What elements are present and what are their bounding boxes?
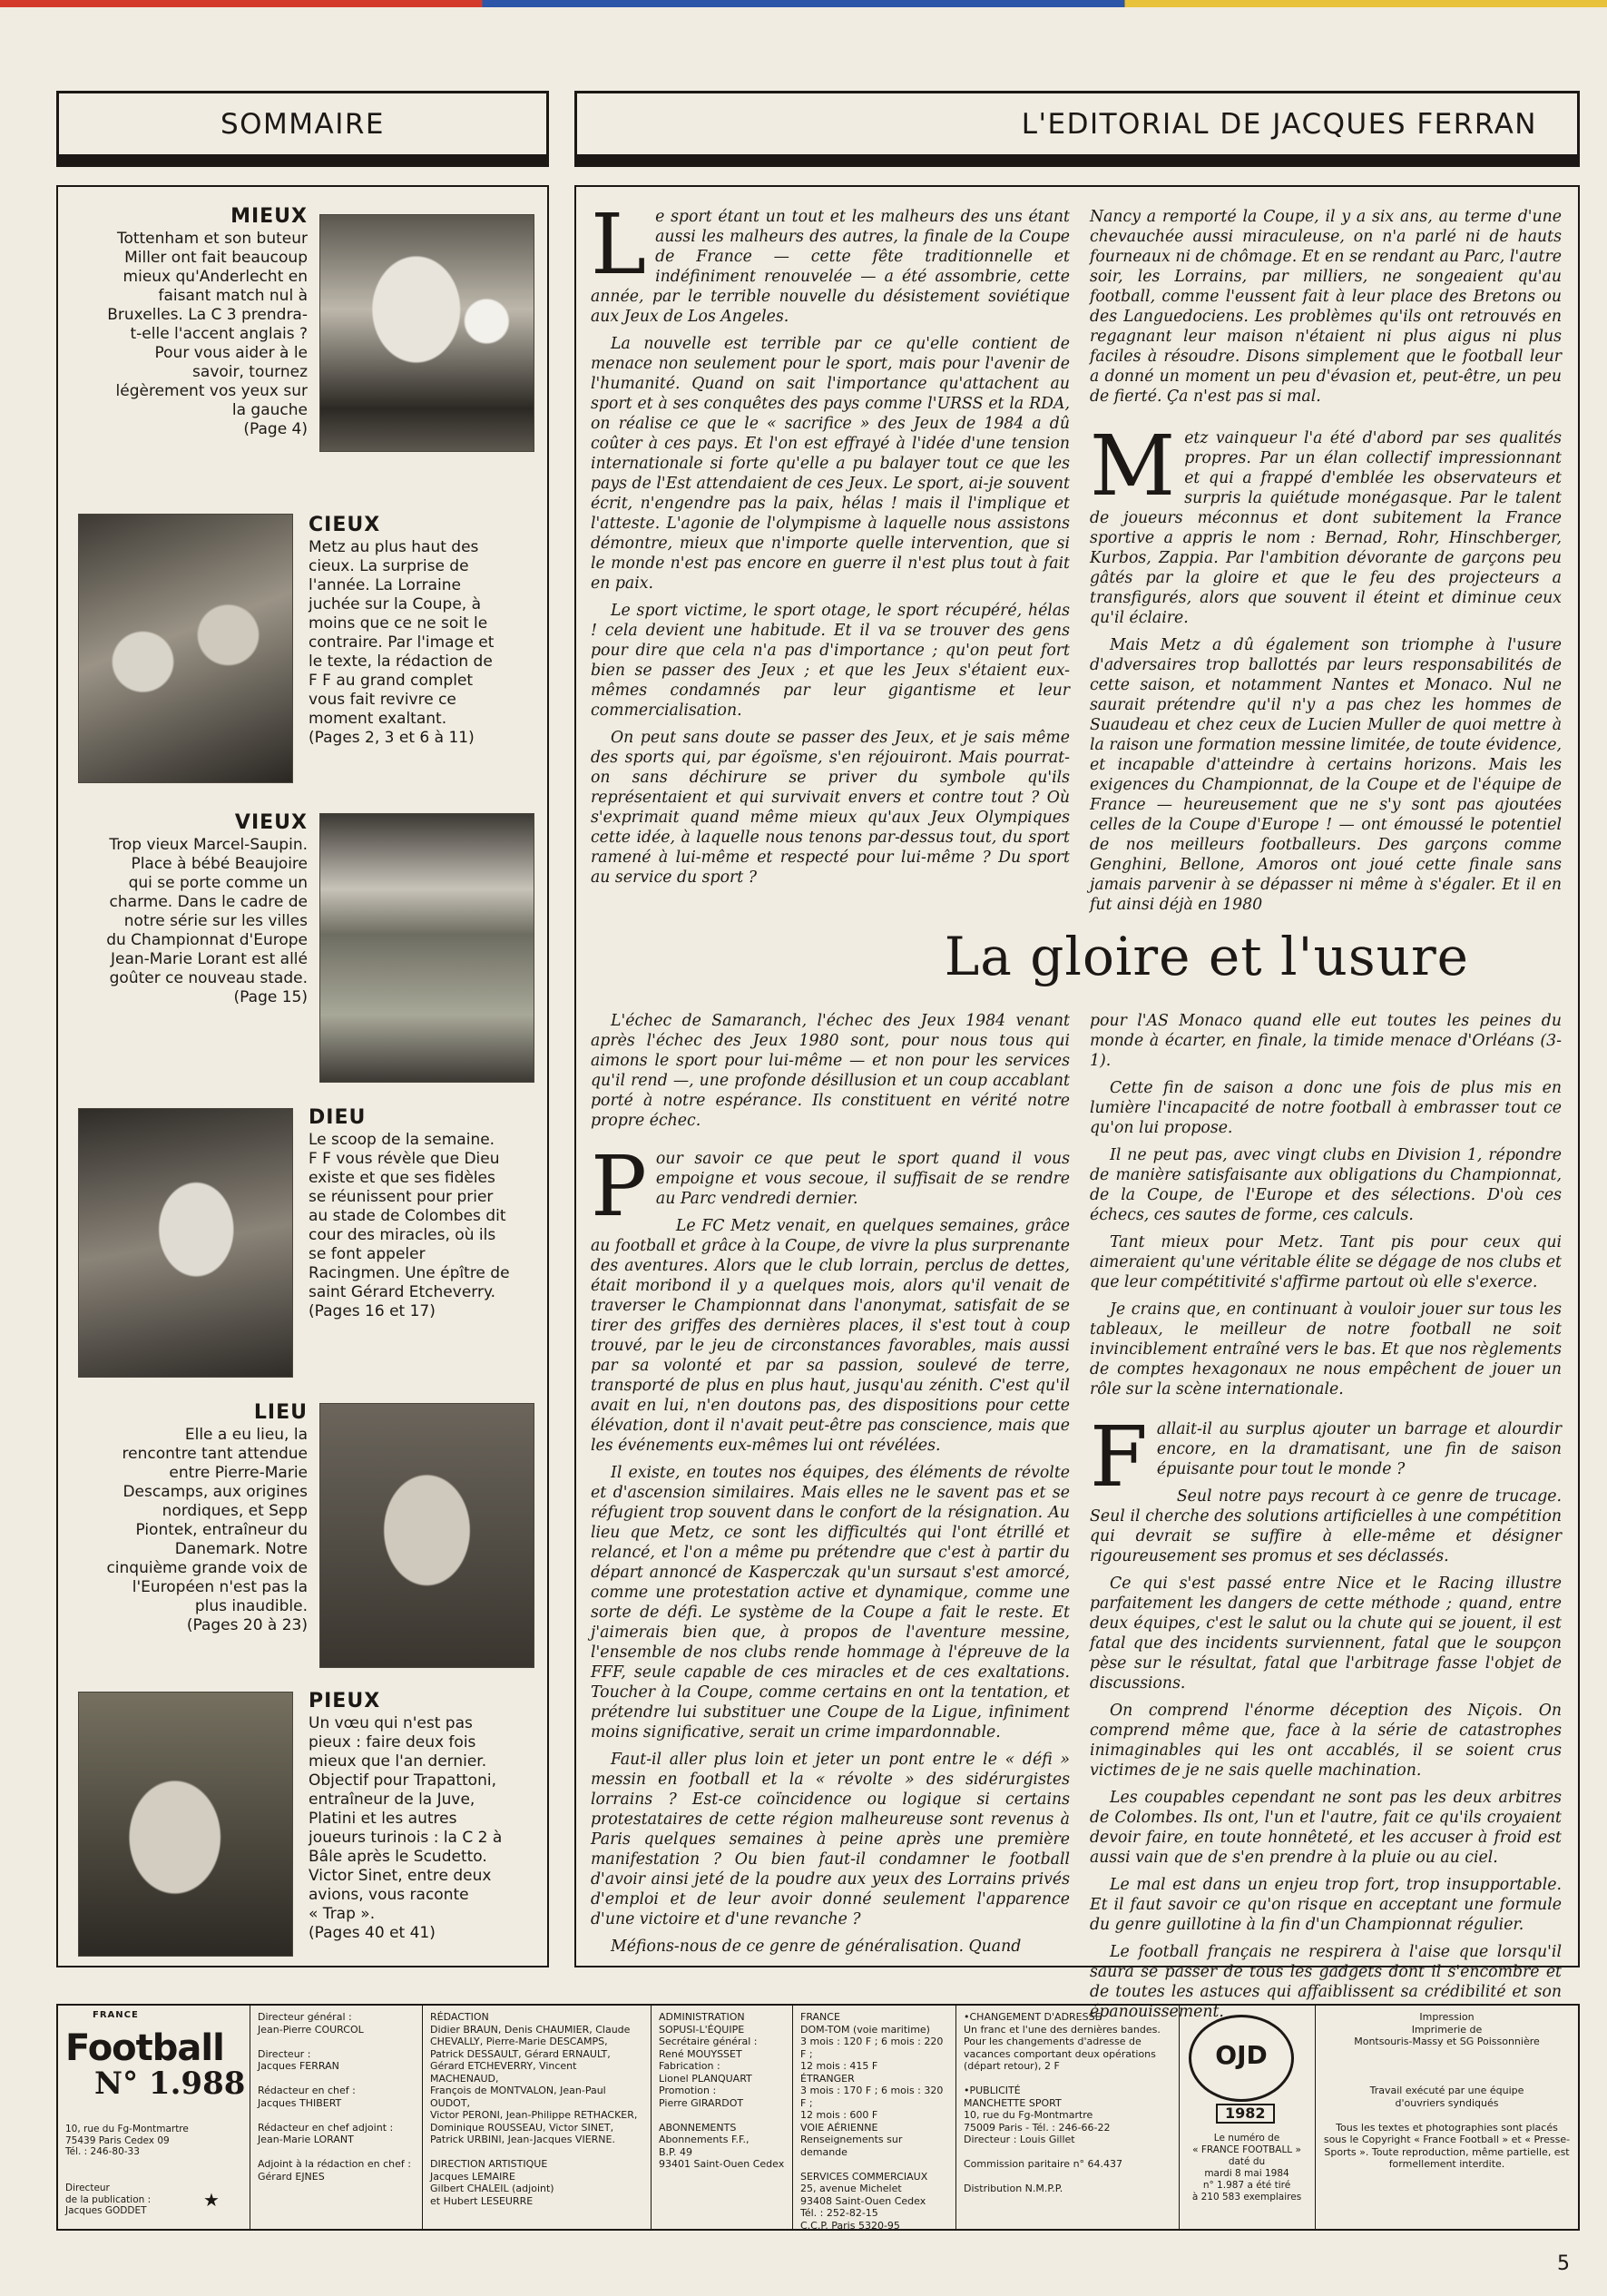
- photo-sepp-piontek: [319, 1403, 534, 1668]
- editorial-paragraph: Nancy a remporté la Coupe, il y a six ans, au terme d'une chevauchée aussi miraculeuse, on n'a parlé ni de hauts fourneaux ni de chômage. Et en se rendant au Parc, l'autre soir, les Lorrains, par milliers, ne songeaient qu'au football, comme l'eussent fait à leur place des Bretons ou des Languedociens. Les problèmes qu'ils ont retrouvés en regagnant leur maison n'étaient ni plus aigus ni plus faciles à résoudre. Disons simplement que le football leur a donné un moment un peu d'évasion et, peut-être, un peu de fierté. Ça n'est pas si mal.: [1090, 208, 1562, 406]
- ojd-seal: OJD: [1189, 2015, 1294, 2102]
- editorial-paragraph: Fallait-il au surplus ajouter un barrage et alourdir encore, en la dramatisant, une fin de saison épuisante pour tout le monde ?: [1090, 1408, 1562, 1506]
- drop-cap: L: [591, 196, 647, 293]
- editorial-paragraph: Les coupables cependant ne sont pas les deux arbitres de Colombes. Ils ont, l'un et l'autre, fait ce qu'ils croyaient devoir faire, en toute honnêteté, et les accuser à froid est aussi vain que de s'en prendre à la pluie ou au ciel.: [1090, 1789, 1562, 1867]
- editorial-column-4: [1090, 1011, 1562, 2029]
- photo-racing-players: [78, 1108, 293, 1378]
- sommaire-keyword: MIEUX: [230, 205, 308, 228]
- masthead-administration: ADMINISTRATION SOPUSI-L'ÉQUIPE Secrétaire général : René MOUYSSET Fabrication : Lionel PLANQUART Promotion : Pierre GIRARDOT ABONNEMENTS Abonnements F.F., B.P. 49 93401 Saint-Ouen Cedex: [652, 2006, 793, 2229]
- masthead-subscriptions: FRANCE DOM-TOM (voie maritime) 3 mois : 120 F ; 6 mois : 220 F ; 12 mois : 415 F ÉTRANGER 3 mois : 170 F ; 6 mois : 320 F ; 12 mois : 600 F VOIE AÉRIENNE Renseignements sur demande SERVICES COMMERCIAUX 25, avenue Michelet 93408 Saint-Ouen Cedex Tél. : 252-82-15 C.C.P. Paris 5320-95: [793, 2006, 956, 2229]
- sommaire-entry: [67, 813, 308, 1007]
- sommaire-keyword: VIEUX: [234, 811, 308, 834]
- sommaire-text: Trop vieux Marcel-Saupin. Place à bébé Beaujoire qui se porte comme un charme. Dans le cadre de notre série sur les villes du Championnat d'Europe Jean-Marie Lorant est allé goûter ce nouveau stade. (Page 15): [106, 836, 308, 1006]
- photo-tottenham-player: [319, 214, 534, 452]
- france-football-logo: FRANCE Football: [65, 2010, 224, 2069]
- sommaire-text: Metz au plus haut des cieux. La surprise de l'année. La Lorraine juchée sur la Coupe, à moins que ce ne soit le contraire. Par l'image et le texte, la rédaction de F F au grand complet vous fait revivre ce moment exaltant. (Pages 2, 3 et 6 à 11): [309, 538, 495, 747]
- drop-cap: F: [1090, 1408, 1148, 1506]
- editorial-paragraph: Tant mieux pour Metz. Tant pis pour ceux qui aimeraient qu'une véritable élite se dégage de nos clubs et que leur compétitivité s'affirme partout où elle s'exerce.: [1090, 1233, 1562, 1291]
- editorial-paragraph: L'échec de Samaranch, l'échec des Jeux 1984 venant après l'échec des Jeux 1980 sont, pour nous tous qui aimons le sport pour lui-même — et non pour les services qu'il rend —, une profonde désillusion et un coup accablant porté à notre espérance. Ils constituent en vérité notre propre échec.: [591, 1012, 1070, 1130]
- editorial-paragraph: Je crains que, en continuant à vouloir jouer sur tous les tableaux, le meilleur de notre football ne soit invinciblement entraîné vers le bas. Et que nos règlements de comptes hexagonaux ne nous empêchent de jouer un rôle sur la scène internationale.: [1090, 1300, 1562, 1398]
- editorial-paragraph: Le sport victime, le sport otage, le sport récupéré, hélas ! cela devient une habitude. Et il va se trouver des gens pour dire que cela n'a pas d'importance ; qu'on peut fort bien se passer des Jeux ; et que les Jeux s'étaient eux-mêmes condamnés par leur gigantisme et leur commercialisation.: [591, 602, 1070, 720]
- sommaire-text: Tottenham et son buteur Miller ont fait beaucoup mieux qu'Anderlecht en faisant match nul à Bruxelles. La C 3 prendra- t-elle l'accent anglais ? Pour vous aider à le savoir, tournez légèrement vos yeux sur la gauche (Page 4): [107, 230, 308, 438]
- photo-stadium-beaujoire: [319, 813, 534, 1083]
- sommaire-keyword: DIEU: [309, 1106, 367, 1129]
- editorial-paragraph: Seul notre pays recourt à ce genre de trucage. Seul il cherche des solutions artificielles à une compétition qui devrait se suffire à elle-même et désigner rigoureusement ses promus et ses déclassés.: [1090, 1487, 1562, 1565]
- sommaire-box: [56, 185, 549, 1967]
- editorial-paragraph: On peut sans doute se passer des Jeux, et je sais même des sports qui, par égoïsme, s'en réjouiront. Mais pourrat-on sans déchirure se priver du symbole qu'ils représentaient et qui survivait envers et contre tout ? Où s'exprimait quand même mieux qu'aux Jeux Olympiques cette idée, à laquelle nous tenons par-dessus tout, du sport ramené à lui-même et respecté pour lui-même ? Du sport au service du sport ?: [591, 729, 1070, 887]
- editorial-paragraph: Pour savoir ce que peut le sport quand il vous empoigne et vous secoue, il suffisait de se rendre au Parc vendredi dernier.: [591, 1138, 1070, 1235]
- editorial-header: [574, 91, 1580, 167]
- photo-trapattoni: [78, 1692, 293, 1957]
- editorial-column-1: [591, 196, 1070, 895]
- editorial-paragraph: pour l'AS Monaco quand elle eut toutes les peines du monde à écarter, en finale, la timide menace d'Orléans (3-1).: [1090, 1012, 1562, 1070]
- magazine-page: [0, 7, 1607, 2296]
- star-icon: ★: [203, 2189, 220, 2211]
- issue-number: N° 1.988: [94, 2065, 246, 2102]
- sommaire-text: Le scoop de la semaine. F F vous révèle que Dieu existe et que ses fidèles se réunissent pour prier au stade de Colombes dit cour des miracles, où ils se font appeler Racingmen. Une épître de saint Gérard Etcheverry. (Pages 16 et 17): [309, 1131, 510, 1320]
- photo-metz-celebration: [78, 514, 293, 783]
- editorial-paragraph: La nouvelle est terrible par ce qu'elle contient de menace non seulement pour le sport, mais pour l'avenir de l'humanité. Quand on sait l'importance qu'attachent au sport et à ses conquêtes des pays comme l'URSS et la RDA, on réalise ce que le « sacrifice » des Jeux de 1984 a dû coûter à ces pays. Et l'on est effrayé à l'idée d'une tension internationale si forte qu'elle a pu balayer tout ce que les pays de l'Est attendaient de ces Jeux. Le sport, ai-je souvent écrit, n'engendre pas la paix, hélas ! mais il l'implique et l'atteste. L'agonie de l'olympisme à laquelle nous assistons démontre, mieux que n'importe quelle intervention, que si le monde n'est pas encore en guerre il n'est plus tout à fait en paix.: [591, 335, 1070, 593]
- sommaire-entry: [67, 207, 308, 439]
- editorial-paragraph: Mais Metz a dû également son triomphe à l'usure d'adversaires trop ballottés par leurs responsabilités de cette saison, et notamment Nantes et Monaco. Nul ne saurait prétendre qu'il n'y a pas chez les hommes de Suaudeau et chez ceux de Lucien Muller de quoi mettre à la raison une formation messine limitée, de toute évidence, et incapable d'atteindre à certains horizons. Mais les exigences du Championnat, de la Coupe et de l'équipe de France — heureusement que ne s'y sont pas ajoutées celles de la Coupe d'Europe ! — ont émoussé le potentiel de nos meilleurs footballeurs. Des garçons comme Genghini, Bellone, Amoros ont joué cette finale sans jamais parvenir à se dépasser ni même à s'égaler. Et il en fut ainsi déjà en 1980: [1090, 636, 1562, 914]
- editorial-paragraph: Ce qui s'est passé entre Nice et le Racing illustre parfaitement les dangers de cette méthode ; quand, entre deux équipes, c'est le salut ou la chute qui se jouent, il est fatal que des incidents surviennent, fatal que le soupçon pèse sur le résultat, fatal que l'arbitrage fasse l'objet de discussions.: [1090, 1575, 1562, 1693]
- masthead-redaction: RÉDACTION Didier BRAUN, Denis CHAUMIER, Claude CHEVALLY, Pierre-Marie DESCAMPS, Patrick DESSAULT, Gérard ERNAULT, Gérard ETCHEVERRY, Vincent MACHENAUD, François de MONTVALON, Jean-Paul OUDOT, Victor PERONI, Jean-Philippe RETHACKER, Dominique ROUSSEAU, Victor SINET, Patrick URBINI, Jean-Jacques VIERNE. DIRECTION ARTISTIQUE Jacques LEMAIRE Gilbert CHALEIL (adjoint) et Hubert LESEURRE: [423, 2006, 652, 2229]
- publication-director: Directeur de la publication : Jacques GODDET: [65, 2183, 152, 2216]
- masthead-logo-column: [58, 2006, 250, 2229]
- publisher-address: 10, rue du Fg-Montmartre 75439 Paris Cedex 09 Tél. : 246-80-33: [65, 2124, 189, 2157]
- sommaire-title: SOMMAIRE: [220, 107, 386, 141]
- editorial-paragraph: Le football français ne respirera à l'aise que lorsqu'il saura se passer de tous les gadgets dont il s'encombre et de toutes les astuces qui affaiblissent sa crédibilité et son épanouissement.: [1090, 1943, 1562, 2021]
- ojd-year: 1982: [1216, 2104, 1275, 2124]
- sommaire-entry: [67, 1403, 308, 1635]
- editorial-paragraph: Il existe, en toutes nos équipes, des éléments de révolte et d'ascension similaires. Mais elles ne le savent pas et se réfugient trop souvent dans le confort de la résignation. Au lieu que Metz, ce sont les difficultés qui l'ont étrillé et relancé, et l'on a même pu prétendre que c'est à partir du départ annoncé de Kasperczak qu'un sursaut s'est amorcé, comme une protestation active et dynamique, comme une sorte de défi. Le système de la Coupe a fait le reste. Et j'aimerais bien que, à propos de l'aventure messine, l'ensemble de nos clubs rende hommage à l'épreuve de la FFF, seule capable de ces miracles et de ces exaltations. Toucher à la Coupe, comme certains en ont la tentation, et prétendre lui substituer une Coupe de la Ligue, infiniment moins significative, serait un crime impardonnable.: [591, 1464, 1070, 1742]
- sommaire-header: [56, 91, 549, 167]
- sommaire-keyword: PIEUX: [309, 1690, 381, 1712]
- editorial-paragraph: Le mal est dans un enjeu trop fort, trop insupportable. Et il faut savoir ce qu'on risque en acceptant une formule du genre guillotine à la fin d'un Championnat régulier.: [1090, 1876, 1562, 1934]
- editorial-paragraph: Metz vainqueur l'a été d'abord par ses qualités propres. Par un élan collectif impressionnant et qui a frappé d'emblée les observateurs et surpris la quiétude monégasque. Par le talent de joueurs méconnus et dont subitement la France sportive a appris le nom : Bernad, Rohr, Hinschberger, Kurbos, Zappia. Par l'ambition dévorante de garçons peu gâtés par la gloire et que le feu des projecteurs a transfigurés, alors que souvent il éteint et diminue ceux qu'il éclaire.: [1090, 417, 1562, 627]
- editorial-column-2: [1090, 207, 1562, 922]
- editorial-paragraph: Il ne peut pas, avec vingt clubs en Division 1, répondre de manière satisfaisante aux obligations du Championnat, de la Coupe, de l'Europe et des sélections. D'où ces échecs, ces sautes de forme, ces calculs.: [1090, 1146, 1562, 1224]
- editorial-heading: L'EDITORIAL DE JACQUES FERRAN: [1021, 107, 1537, 141]
- editorial-paragraph: Méfions-nous de ce genre de généralisation. Quand: [611, 1938, 1022, 1956]
- masthead-printing: Impression Imprimerie de Montsouris-Massy et SG Poissonnière Travail exécuté par une équipe d'ouvriers syndiqués Tous les textes et photographies sont placés sous le Copyright « France Football » et « Presse-Sports ». Toute reproduction, même partielle, est formellement interdite.: [1323, 2011, 1571, 2170]
- drop-cap: M: [1090, 417, 1176, 515]
- sommaire-keyword: CIEUX: [309, 514, 381, 536]
- masthead-footer: [56, 2004, 1580, 2231]
- sommaire-entry: [309, 515, 540, 748]
- editorial-paragraph: Faut-il aller plus loin et jeter un pont entre le « défi » messin en football et la « révolte » des sidérurgistes lorrains ? Est-ce coïncidence ou logique si certains protestataires de cette région malheureuse sont revenus à Paris quelques semaines à peine après une première manifestation ? Ou bien faut-il condamner le football d'avoir ainsi jeté de la poudre aux yeux des Lorrains privés d'emploi et de leur avoir donné seulement l'apparence d'une victoire et d'une revanche ?: [591, 1751, 1070, 1928]
- sommaire-entry: [309, 1692, 540, 1943]
- masthead-ojd: [1180, 2006, 1316, 2229]
- sommaire-keyword: LIEU: [253, 1401, 308, 1424]
- masthead-address-change: •CHANGEMENT D'ADRESSE Un franc et l'une des dernières bandes. Pour les changements d'adresse de vacances comportant deux opérations (départ retour), 2 F •PUBLICITÉ MANCHETTE SPORT 10, rue du Fg-Montmartre 75009 Paris - Tél. : 246-66-22 Directeur : Louis Gillet Commission paritaire n° 64.437 Distribution N.M.P.P.: [956, 2006, 1180, 2229]
- sommaire-text: Elle a eu lieu, la rencontre tant attendue entre Pierre-Marie Descamps, aux origines nordiques, et Sepp Piontek, entraîneur du Danemark. Notre cinquième grande voix de l'Européen n'est pas la plus inaudible. (Pages 20 à 23): [106, 1426, 308, 1634]
- editorial-column-3: [591, 1011, 1070, 1964]
- editorial-paragraph: Le sport étant un tout et les malheurs des uns étant aussi les malheurs des autres, la finale de la Coupe de France — cette fête traditionnelle et indéfiniment renouvelée — a été assombrie, cette année, par le terrible nouvelle du désistement soviétique aux Jeux de Los Angeles.: [591, 196, 1070, 326]
- masthead-directors: Directeur général : Jean-Pierre COURCOL Directeur : Jacques FERRAN Rédacteur en chef : Jacques THIBERT Rédacteur en chef adjoint : Jean-Marie LORANT Adjoint à la rédaction en chef : Gérard EJNES: [250, 2006, 423, 2229]
- sommaire-text: Un vœu qui n'est pas pieux : faire deux fois mieux que l'an dernier. Objectif pour Trapattoni, entraîneur de la Juve, Platini et les autres joueurs turinois : la C 2 à Bâle après le Scudetto. Victor Sinet, entre deux avions, vous raconte « Trap ». (Pages 40 et 41): [309, 1714, 503, 1942]
- drop-cap: P: [591, 1138, 647, 1235]
- article-title: La gloire et l'usure: [944, 926, 1469, 987]
- sommaire-entry: [309, 1108, 540, 1321]
- editorial-paragraph: Le FC Metz venait, en quelques semaines, grâce au football et grâce à la Coupe, de vivre la plus surprenante des aventures. Alors que le club lorrain, perclus de dettes, était moribond il y a quelques mois, alors qu'il venait de traverser le Championnat dans l'anonymat, satisfait de se tirer des griffes des dernières places, il s'est tout à coup trouvé, par le jeu de circonstances favorables, mais aussi par sa volonté et par sa passion, soulevé de terre, transporté de plus en plus haut, jusqu'au zénith. C'est qu'il avait en lui, n'en doutons pas, des dispositions pour cette élévation, dont il n'avait peut-être pas conscience, mais que les événements eux-mêmes lui ont révélées.: [591, 1217, 1070, 1455]
- print-run: Le numéro de « FRANCE FOOTBALL » daté du mardi 8 mai 1984 n° 1.987 a été tiré à 210 583 exemplaires: [1191, 2133, 1302, 2203]
- color-strip: [0, 0, 1607, 7]
- page-number: 5: [1557, 2252, 1570, 2275]
- editorial-paragraph: On comprend l'énorme déception des Niçois. On comprend même que, face à la série de catastrophes inimaginables qui les ont accablés, il se soient crus victimes de je ne sais quelle machination.: [1090, 1702, 1562, 1780]
- editorial-paragraph: Cette fin de saison a donc une fois de plus mis en lumière l'incapacité de notre football à embrasser tout ce qu'on lui propose.: [1090, 1079, 1562, 1137]
- editorial-box: [574, 185, 1580, 2021]
